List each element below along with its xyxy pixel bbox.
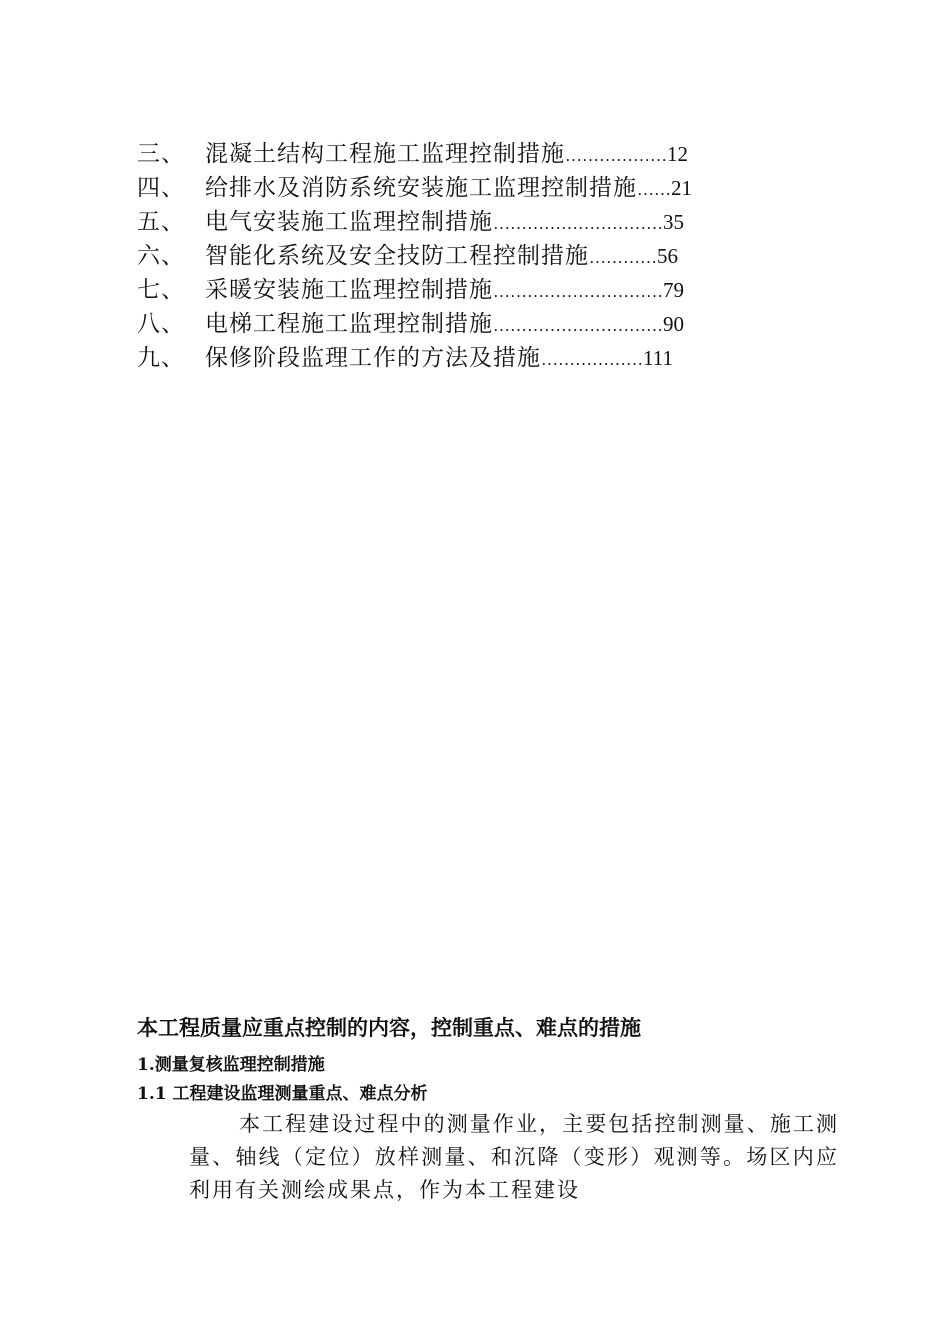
- toc-entry-leader: ………………: [565, 146, 667, 165]
- toc-entry-title: 电气安装施工监理控制措施: [205, 209, 493, 235]
- toc-entry-leader: …………………………: [493, 316, 663, 335]
- toc-entry-title: 采暖安装施工监理控制措施: [205, 277, 493, 303]
- toc-entry-6: [137, 239, 837, 273]
- quality-control-section: [137, 1010, 857, 1207]
- toc-entry-number: 八、: [137, 311, 185, 337]
- toc-entry-number: 五、: [137, 209, 185, 235]
- toc-entry-number: 七、: [137, 277, 185, 303]
- toc-entry-5: [137, 205, 837, 239]
- toc-entry-page: 35: [663, 210, 684, 234]
- toc-entry-7: [137, 273, 837, 307]
- subsubsection-heading: 1.1 工程建设监理测量重点、难点分析: [137, 1084, 428, 1104]
- body-paragraph: 本工程建设过程中的测量作业，主要包括控制测量、施工测量、轴线（定位）放样测量、和沉降（变形）观测等。场区内应利用有关测绘成果点，作为本工程建设: [189, 1112, 839, 1202]
- toc-entry-title: 智能化系统及安全技防工程控制措施: [205, 243, 589, 269]
- toc-entry-title: 混凝土结构工程施工监理控制措施: [205, 141, 565, 167]
- toc-entry-number: 三、: [137, 141, 185, 167]
- toc-entry-3: [137, 137, 837, 171]
- toc-entry-title: 保修阶段监理工作的方法及措施: [205, 345, 541, 371]
- toc-entry-number: 九、: [137, 345, 185, 371]
- toc-entry-leader: ………………: [541, 350, 643, 369]
- table-of-contents: [137, 137, 837, 375]
- toc-entry-page: 90: [663, 312, 684, 336]
- subsection-heading: 1.测量复核监理控制措施: [137, 1055, 325, 1075]
- toc-entry-page: 111: [643, 346, 673, 370]
- toc-entry-leader: …………: [589, 248, 657, 267]
- section-heading: 本工程质量应重点控制的内容，控制重点、难点的措施: [137, 1015, 641, 1040]
- toc-entry-title: 给排水及消防系统安装施工监理控制措施: [205, 175, 637, 201]
- toc-entry-page: 79: [663, 278, 684, 302]
- toc-entry-4: [137, 171, 837, 205]
- toc-entry-leader: ……: [637, 180, 671, 199]
- toc-entry-title: 电梯工程施工监理控制措施: [205, 311, 493, 337]
- toc-entry-leader: …………………………: [493, 282, 663, 301]
- toc-entry-number: 六、: [137, 243, 185, 269]
- toc-entry-page: 21: [671, 176, 692, 200]
- toc-entry-leader: …………………………: [493, 214, 663, 233]
- toc-entry-9: [137, 341, 837, 375]
- toc-entry-page: 12: [667, 142, 688, 166]
- toc-entry-page: 56: [657, 244, 678, 268]
- toc-entry-number: 四、: [137, 175, 185, 201]
- toc-entry-8: [137, 307, 837, 341]
